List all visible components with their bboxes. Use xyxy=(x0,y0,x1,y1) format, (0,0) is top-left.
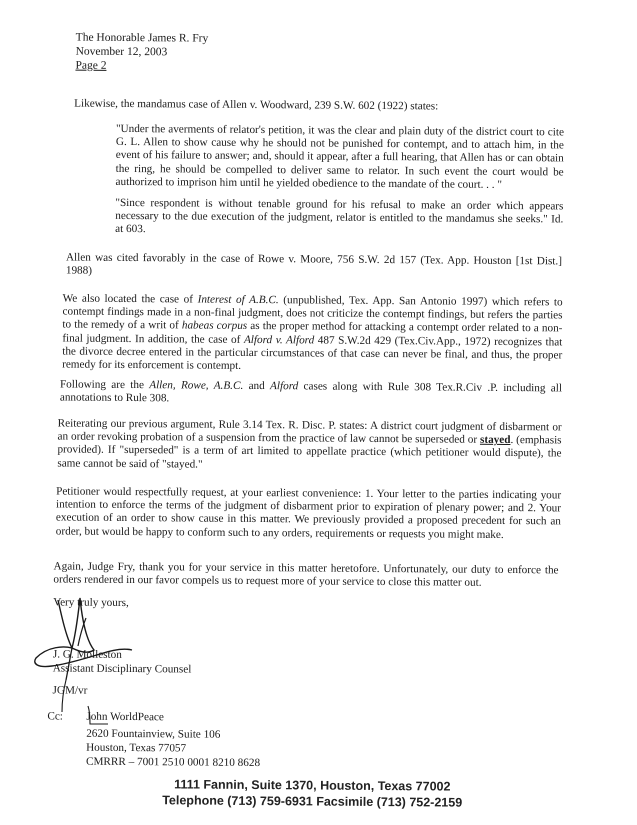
date-line: November 12, 2003 xyxy=(75,45,168,59)
footer-address: 1111 Fannin, Suite 1370, Houston, Texas 77002 xyxy=(174,777,451,794)
cc-address-line-2: Houston, Texas 77057 xyxy=(86,741,187,755)
paragraph-5: Reiterating our previous argument, Rule 3.14 Tex. R. Disc. P. states: A district court judgment of disbarment or an order revoking probation of a suspension from the practice of law cannot be superseded or stayed. (emphasis provided). If "superseded" is a term of art limited to appellate practice (which petitioner would dispute), the same cannot be said of "stayed." xyxy=(57,417,562,471)
footer-phone: Telephone (713) 759-6931 Facsimile (713) 752-2159 xyxy=(162,793,463,810)
paragraph-2: Allen was cited favorably in the case of Rowe v. Moore, 756 S.W. 2d 157 (Tex. App. Houston [1st Dist.] 1988) xyxy=(65,251,563,277)
block-quote-1: "Under the averments of relator's petition, it was the clear and plain duty of the district court to cite G. L. Allen to show cause why he should not be punished for contempt, and to attach him, in the event of his failure to answer; and, should it appear, after a full hearing, that Allen has or can obtain the ring, he should be compelled to deliver same to relator. In such event the court would be authorized to imprison him until he yielded obedience to the mandate of the court. . . " xyxy=(115,122,565,191)
paragraph-7: Again, Judge Fry, thank you for your service in this matter heretofore. Unfortunately, our duty to enforce the orders rendered in our favor compels us to request more of your service to close this matter out. xyxy=(53,560,559,590)
cc-address-line-1: 2620 Fountainview, Suite 106 xyxy=(86,727,221,741)
paragraph-3: We also located the case of Interest of A.B.C. (unpublished, Tex. App. San Antonio 1997) which refers to contempt findings made in a non-final judgment, does not criticize the contempt findings, but refers the parties to the remedy of a writ of habeas corpus as the proper method for attacking a contempt order related to a non-final judgment. In addition, the case of Alford v. Alford 487 S.W.2d 429 (Tex.Civ.App., 1972) recognizes that the divorce decree entered in the particular circumstances of that case can never be final, and thus, the proper remedy for its enforcement is contempt. xyxy=(62,292,563,372)
paragraph-6: Petitioner would respectfully request, at your earliest convenience: 1. Your letter to the parties indicating your intention to enforce the terms of the judgment of disbarment prior to expiration of plenary power; and 2. Your execution of an order to show cause in this matter. We previously provided a proposed precedent for such an order, but would be happy to conform such to any orders, requirements or requests you might make. xyxy=(55,485,562,541)
typist-initials: JGM/vr xyxy=(52,684,88,697)
letter-header xyxy=(75,31,208,74)
paragraph-1: Likewise, the mandamus case of Allen v. Woodward, 239 S.W. 602 (1922) states: xyxy=(74,97,439,113)
cc-recipient: John WorldPeace xyxy=(86,710,164,724)
block-quote-2: "Since respondent is without tenable ground for his refusal to make an order which appears necessary to the due execution of the judgment, relator is entitled to the mandamus she seeks." Id. at 603. xyxy=(115,196,564,236)
salutation: Very truly yours, xyxy=(53,596,129,610)
signer-name: J. G. Molleston xyxy=(52,648,122,661)
cc-label: Cc: xyxy=(47,710,63,723)
signer-title: Assistant Disciplinary Counsel xyxy=(52,662,192,676)
page-number: Page 2 xyxy=(75,59,107,72)
recipient-line: The Honorable James R. Fry xyxy=(75,31,209,45)
cc-certified-mail: CMRRR – 7001 2510 0001 8210 8628 xyxy=(85,755,261,770)
paragraph-4: Following are the Allen, Rowe, A.B.C. and Alford cases along with Rule 308 Tex.R.Civ .P. including all annotations to Rule 308. xyxy=(59,378,563,405)
handwritten-signature xyxy=(28,588,138,728)
